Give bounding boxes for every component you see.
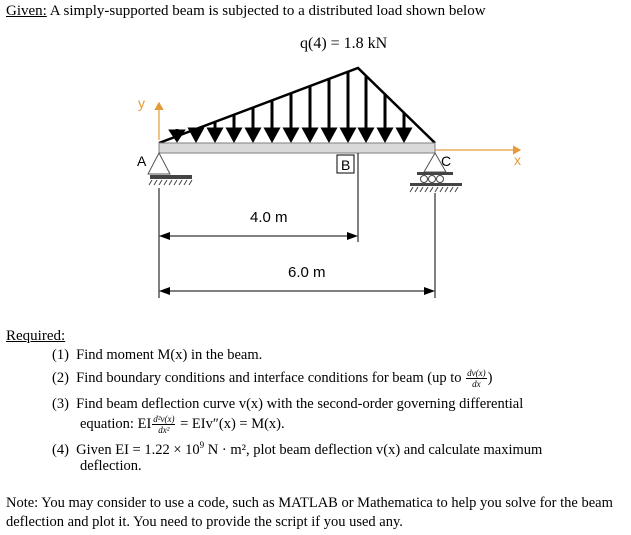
dimension-line-1 [159,232,358,240]
fraction-dv-dx: $\frac{dv(x)}{dx}$ [467,368,486,389]
y-axis-label: y [138,95,145,111]
fraction-d2v-dx2: $\frac{\text{d²v(x)}}{\text{dx²}}$ [153,414,175,435]
required-item-4: (4) Given EI = $1.22 \times 10^9$ N · m², plot beam deflection v(x) and calculate maximum [52,440,543,458]
required-item-3: (3) Find beam deflection curve v(x) with the second-order governing differential [52,396,524,412]
dimension-line-2 [159,287,435,295]
dimension-label-2: 6.0 m [288,264,326,281]
required-item-4-cont: deflection. [80,458,142,474]
beam [159,143,435,153]
note-text: Note: You may consider to use a code, such as MATLAB or Mathematica to help you solve for the beam deflection and plot it. You need to provide the script if you used any. [6,495,613,530]
required-item-3-equation: equation: EI $\frac{\text{d²v(x)}}{\text{dx²}}$ = EIv″(x) = M(x). [80,414,285,435]
required-item-1: (1) Find moment M(x) in the beam. [52,347,263,363]
required-label: Required: [6,328,66,344]
point-c-label: C [441,153,452,169]
point-a-label: A [137,153,147,169]
required-item-2: (2) Find boundary conditions and interface conditions for beam (up to $\frac{dv(x)}{dx}$ ) [52,368,493,389]
given-text: A simply-supported beam is subjected to a distributed load shown below [49,3,486,19]
x-axis-label: x [514,152,521,168]
pin-support-a [148,153,192,185]
dimension-label-1: 4.0 m [250,209,288,226]
point-b-label: B [341,157,351,173]
load-label: q(4) = 1.8 kN [300,35,388,52]
given-label: Given: [6,3,47,19]
roller-support-c [410,153,462,192]
